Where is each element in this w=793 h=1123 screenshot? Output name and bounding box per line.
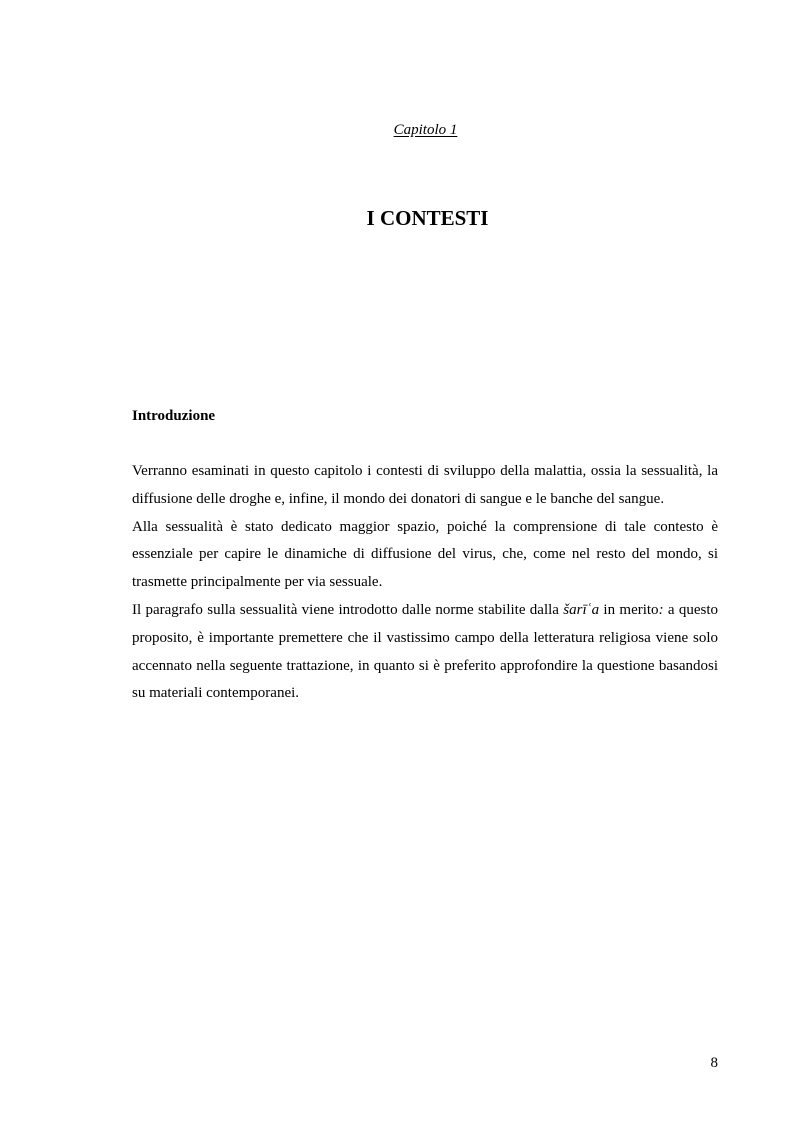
paragraph-2: Alla sessualità è stato dedicato maggior spazio, poiché la comprensione di tale contesto è essenziale per capire le dinamiche di diffusione del virus, che, come nel resto del mondo, si trasmette principalmente per via sessuale.: [132, 518, 718, 591]
sharia-term: šarīʿa: [563, 601, 600, 618]
paragraph-3-rest: a questo proposito, è importante premettere che il vastissimo campo della letteratura religiosa viene solo accennato nella seguente trattazione, in quanto si è preferito approfondire la questione basandosi su materiali contemporanei.: [132, 601, 718, 702]
paragraph-3-colon: :: [658, 601, 664, 618]
paragraph-3-before: Il paragrafo sulla sessualità viene introdotto dalle norme stabilite dalla: [132, 601, 564, 618]
chapter-label: Capitolo 1: [393, 122, 458, 138]
paragraph-1: Verranno esaminati in questo capitolo i contesti di sviluppo della malattia, ossia la sessualità, la diffusione delle droghe e, infine, il mondo dei donatori di sangue e le banche del sangue.: [132, 463, 718, 507]
page-number: 8: [710, 1055, 718, 1071]
section-heading: Introduzione: [132, 408, 216, 424]
body-text: [132, 458, 718, 708]
paragraph-3: [132, 597, 718, 708]
paragraph-3-after: in merito: [599, 601, 659, 618]
chapter-title: I CONTESTI: [366, 206, 489, 230]
